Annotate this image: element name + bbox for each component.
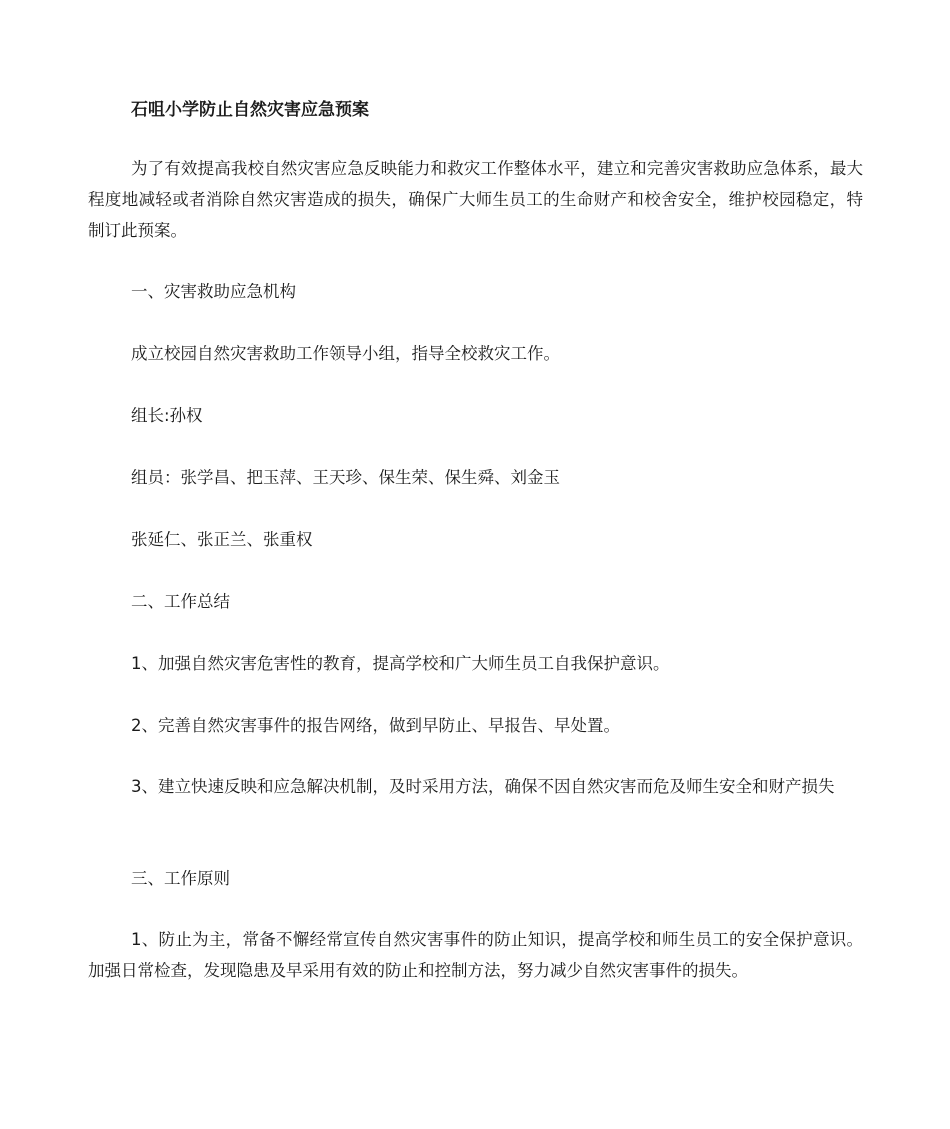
intro-paragraph: 为了有效提高我校自然灾害应急反映能力和救灾工作整体水平，建立和完善灾害救助应急体系，最大程度地减轻或者消除自然灾害造成的损失，确保广大师生员工的生命财产和校舍安全，维护校园稳定，特制订此预案。	[88, 159, 863, 240]
section2-heading: 二、工作总结	[131, 592, 230, 611]
document-title: 石咀小学防止自然灾害应急预案	[131, 100, 369, 120]
section3-item-1: 1、防止为主，常备不懈经常宣传自然灾害事件的防止知识，提高学校和师生员工的安全保护意识。加强日常检查，发现隐患及早采用有效的防止和控制方法，努力减少自然灾害事件的损失。	[88, 930, 863, 980]
section1-text: 成立校园自然灾害救助工作领导小组，指导全校救灾工作。	[131, 344, 560, 363]
section3-heading: 三、工作原则	[131, 869, 230, 888]
section2-item-2: 2、完善自然灾害事件的报告网络，做到早防止、早报告、早处置。	[131, 716, 620, 735]
leader-line: 组长:孙权	[131, 406, 203, 425]
section2-item-3: 3、建立快速反映和应急解决机制，及时采用方法，确保不因自然灾害而危及师生安全和财产损失	[131, 777, 835, 796]
section2-item-1: 1、加强自然灾害危害性的教育，提高学校和广大师生员工自我保护意识。	[131, 654, 670, 673]
members-line-1: 组员：张学昌、把玉萍、王天珍、保生荣、保生舜、刘金玉	[131, 468, 560, 487]
section1-heading: 一、灾害救助应急机构	[131, 282, 296, 301]
members-line-2: 张延仁、张正兰、张重权	[131, 530, 313, 549]
